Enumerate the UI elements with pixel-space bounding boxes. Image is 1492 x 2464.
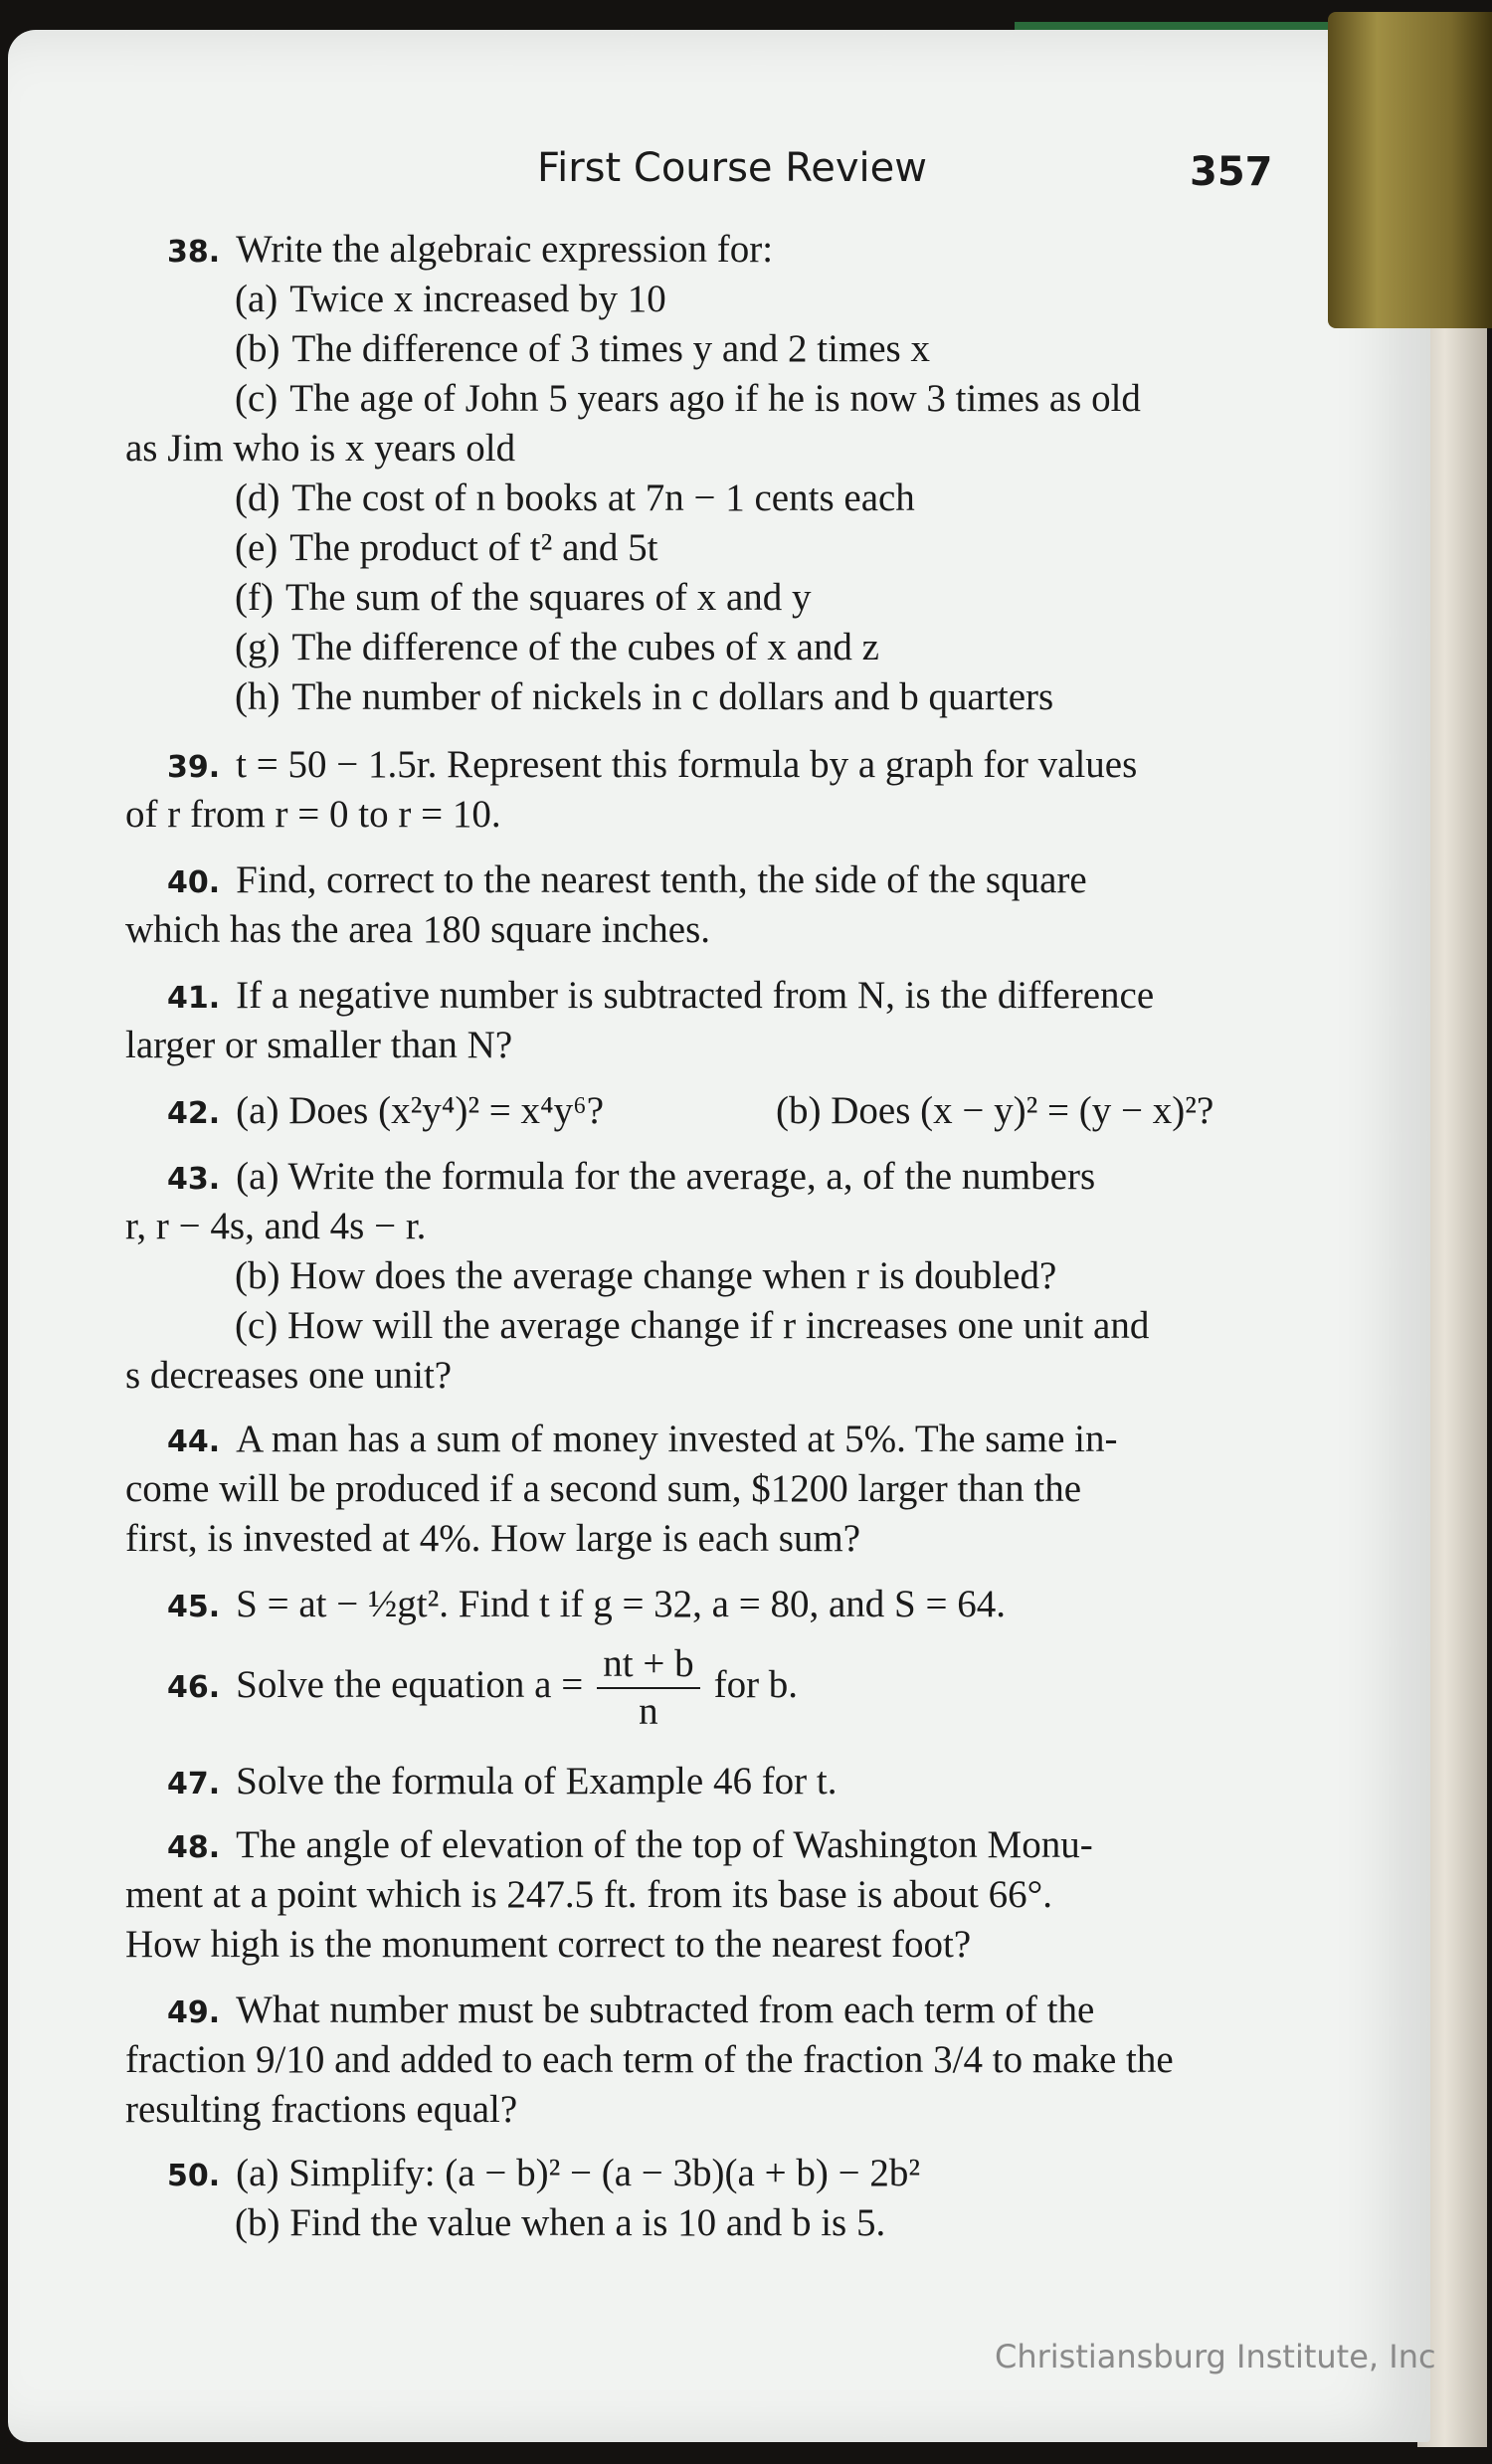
problem-text: The angle of elevation of the top of Washington Monu- <box>236 1823 1093 1866</box>
problem-40 <box>167 855 1087 908</box>
problem-text: S = at − ½gt². Find t if g = 32, a = 80, and S = 64. <box>236 1583 1006 1625</box>
problem-40-cont: which has the area 180 square inches. <box>125 908 711 951</box>
problem-text: If a negative number is subtracted from N, is the difference <box>236 974 1155 1017</box>
problem-43-c-cont: s decreases one unit? <box>125 1354 453 1397</box>
part-label: (f) <box>235 576 274 619</box>
problem-number: 47. <box>167 1767 221 1801</box>
problem-50-b: (b) Find the value when a is 10 and b is 5. <box>235 2201 886 2244</box>
problem-49-cont-1: fraction 9/10 and added to each term of the fraction 3/4 to make the <box>125 2038 1174 2081</box>
problem-43-cont: r, r − 4s, and 4s − r. <box>125 1205 427 1247</box>
problem-45 <box>167 1580 1006 1632</box>
problem-number: 39. <box>167 750 221 785</box>
problem-39 <box>167 740 1137 793</box>
part-text: Twice x increased by 10 <box>289 278 666 320</box>
problem-number: 48. <box>167 1830 221 1865</box>
problem-46 <box>167 1641 798 1735</box>
part-label: (b) <box>235 327 280 370</box>
problem-number: 38. <box>167 235 221 270</box>
problem-text: Solve the equation a = <box>236 1662 584 1706</box>
problem-48-cont-1: ment at a point which is 247.5 ft. from its base is about 66°. <box>125 1873 1052 1916</box>
page-number: 357 <box>1190 149 1273 195</box>
problem-38-g <box>235 623 879 672</box>
problem-44-cont-1: come will be produced if a second sum, $1200 larger than the <box>125 1467 1082 1510</box>
part-text: The sum of the squares of x and y <box>284 576 812 619</box>
part-text: The age of John 5 years ago if he is now 3 times as old <box>289 377 1141 420</box>
fraction-denominator: n <box>639 1690 658 1733</box>
problem-38-c <box>235 374 1141 424</box>
problem-41 <box>167 971 1154 1024</box>
part-label: (c) <box>235 377 279 420</box>
part-label: (a) <box>235 278 279 320</box>
problem-44 <box>167 1415 1118 1467</box>
problem-number: 40. <box>167 865 221 900</box>
part-label: (g) <box>235 626 280 668</box>
problem-number: 50. <box>167 2159 221 2193</box>
problem-42-b: (b) Does (x − y)² = (y − x)²? <box>776 1089 1214 1132</box>
problem-42 <box>167 1086 604 1139</box>
problem-text: Solve the formula of Example 46 for t. <box>236 1760 838 1802</box>
problem-41-cont: larger or smaller than N? <box>125 1024 513 1066</box>
problem-38-b <box>235 324 930 374</box>
problem-number: 45. <box>167 1590 221 1624</box>
problem-number: 44. <box>167 1424 221 1459</box>
problem-48-cont-2: How high is the monument correct to the nearest foot? <box>125 1923 972 1966</box>
watermark: Christiansburg Institute, Inc <box>995 2338 1436 2375</box>
problem-38-a <box>235 275 666 324</box>
problem-text: Write the algebraic expression for: <box>236 228 774 271</box>
part-text: The cost of n books at 7n − 1 cents each <box>291 476 915 519</box>
problem-50-a: (a) Simplify: (a − b)² − (a − 3b)(a + b) − 2b² <box>236 2152 921 2194</box>
page-header-title: First Course Review <box>537 145 927 191</box>
part-label: (h) <box>235 675 280 718</box>
problem-text: t = 50 − 1.5r. Represent this formula by a graph for values <box>236 743 1138 786</box>
problem-text: (a) Write the formula for the average, a, of the numbers <box>236 1155 1096 1198</box>
problem-39-cont: of r from r = 0 to r = 10. <box>125 793 501 836</box>
part-label: (e) <box>235 526 279 569</box>
part-text: The difference of 3 times y and 2 times x <box>291 327 930 370</box>
part-text: The difference of the cubes of x and z <box>291 626 879 668</box>
problem-text: Find, correct to the nearest tenth, the side of the square <box>236 858 1087 901</box>
problem-49-cont-2: resulting fractions equal? <box>125 2088 518 2131</box>
problem-38-d <box>235 474 915 523</box>
problem-50 <box>167 2149 920 2201</box>
fraction-numerator: nt + b <box>597 1641 699 1689</box>
problem-38-f <box>235 573 812 623</box>
problem-48 <box>167 1820 1093 1873</box>
problem-42-a: (a) Does (x²y⁴)² = x⁴y⁶? <box>236 1089 605 1132</box>
part-text: The number of nickels in c dollars and b quarters <box>291 675 1054 718</box>
problem-number: 46. <box>167 1669 221 1705</box>
fraction <box>597 1641 699 1735</box>
problem-43-b: (b) How does the average change when r is doubled? <box>235 1254 1057 1297</box>
bookmark-tab <box>1328 12 1492 328</box>
problem-38-h <box>235 672 1053 722</box>
part-text: The product of t² and 5t <box>289 526 658 569</box>
problem-number: 49. <box>167 1995 221 2030</box>
problem-number: 41. <box>167 981 221 1016</box>
problem-43 <box>167 1152 1095 1205</box>
problem-38-e <box>235 523 657 573</box>
problem-47 <box>167 1757 838 1809</box>
problem-49 <box>167 1986 1094 2038</box>
part-label: (d) <box>235 476 280 519</box>
problem-number: 43. <box>167 1162 221 1197</box>
problem-text: What number must be subtracted from each term of the <box>236 1989 1095 2031</box>
problem-44-cont-2: first, is invested at 4%. How large is each sum? <box>125 1517 861 1560</box>
problem-number: 42. <box>167 1096 221 1131</box>
problem-text-suffix: for b. <box>713 1662 799 1706</box>
problem-38-c-cont: as Jim who is x years old <box>125 427 516 470</box>
problem-text: A man has a sum of money invested at 5%. The same in- <box>236 1418 1118 1460</box>
problem-38 <box>167 225 773 278</box>
problem-43-c: (c) How will the average change if r increases one unit and <box>235 1304 1150 1347</box>
